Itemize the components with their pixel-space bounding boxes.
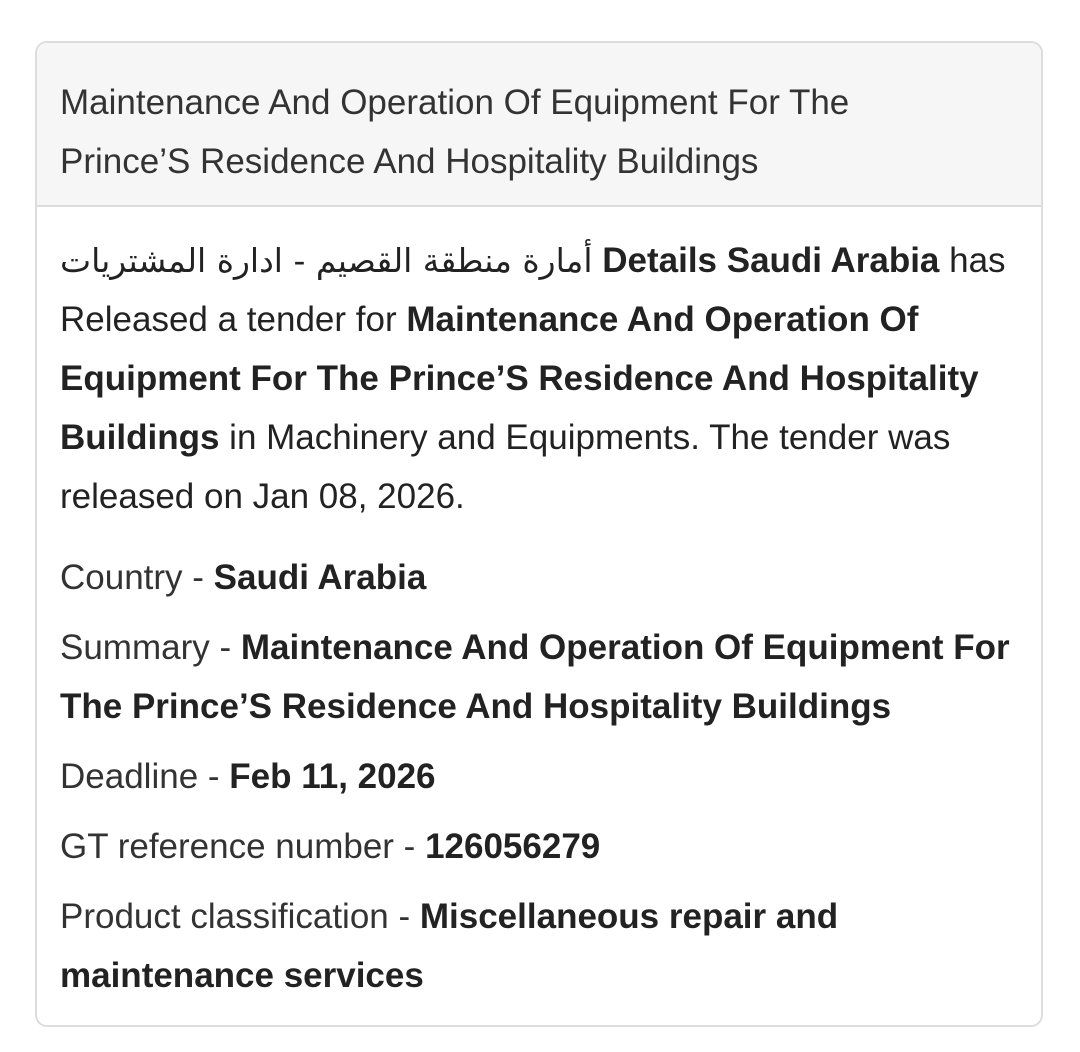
tender-card-body: [37, 207, 1041, 1005]
country-value: Saudi Arabia: [213, 558, 427, 597]
reference-number-value: 126056279: [425, 827, 601, 866]
deadline-label: Deadline -: [60, 757, 230, 796]
summary-value: Maintenance And Operation Of Equipment For The Prince’S Residence And Hospitality Buildings: [60, 628, 1010, 726]
tender-card: [35, 41, 1043, 1027]
released-on-text: The tender was released on Jan 08, 2026.: [60, 418, 951, 516]
deadline-field: [60, 747, 1017, 806]
category-text: in Machinery and Equipments.: [229, 418, 700, 457]
country-field: [60, 548, 1017, 607]
product-classification-value: Miscellaneous repair and maintenance services: [60, 897, 839, 995]
country-label: Country -: [60, 558, 214, 597]
tender-title-line-2: Prince’S Residence And Hospitality Buildings: [60, 142, 759, 181]
deadline-value: Feb 11, 2026: [229, 757, 436, 796]
tender-description: [60, 231, 1017, 526]
product-classification-label: Product classification -: [60, 897, 420, 936]
tender-title-line-1: Maintenance And Operation Of Equipment For The: [60, 83, 850, 122]
reference-number-field: [60, 817, 1017, 876]
tender-title-bold: Maintenance And Operation Of Equipment For The Prince’S Residence And Hospitality Buildings: [60, 300, 979, 457]
summary-label: Summary -: [60, 628, 241, 667]
product-classification-field: [60, 887, 1017, 1005]
issuer-name-arabic: أمارة منطقة القصيم - ادارة المشتريات: [60, 241, 593, 280]
summary-field: [60, 618, 1017, 736]
tender-card-header: [37, 43, 1041, 207]
reference-number-label: GT reference number -: [60, 827, 426, 866]
details-label: Details Saudi Arabia: [602, 241, 940, 280]
released-text: has Released a tender for: [60, 241, 1006, 339]
